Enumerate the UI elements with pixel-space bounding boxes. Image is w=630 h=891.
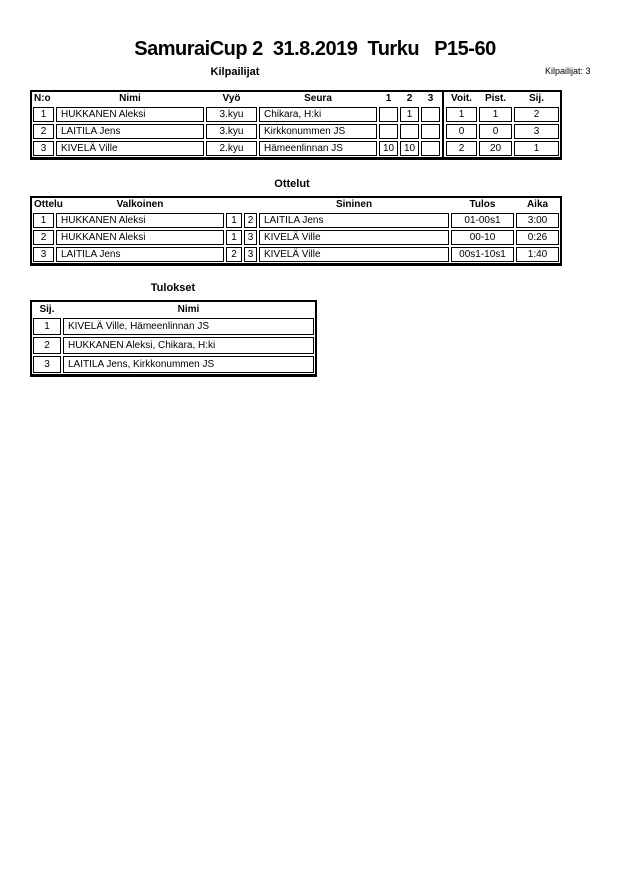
- table-cell: 2: [244, 213, 257, 228]
- table-cell: 2: [33, 230, 54, 245]
- table-cell: Kirkkonummen JS: [259, 124, 377, 139]
- column-header: 1: [385, 93, 392, 104]
- table-header-row: [33, 303, 314, 316]
- table-row: [33, 230, 559, 245]
- table-cell: KIVELÄ Ville: [259, 230, 449, 245]
- table-cell: LAITILA Jens: [56, 124, 204, 139]
- table-cell: 3: [244, 247, 257, 262]
- table-cell: HUKKANEN Aleksi: [56, 230, 224, 245]
- table-cell: 1: [479, 107, 512, 122]
- table-cell: [421, 124, 440, 139]
- section-title-kilpailijat: Kilpailijat: [210, 66, 260, 78]
- table-row: [33, 247, 559, 262]
- table-cell: 1: [33, 213, 54, 228]
- column-header: Ottelu: [34, 199, 63, 210]
- kilpailijat-table: [30, 90, 562, 160]
- table-cell: 3: [514, 124, 559, 139]
- table-row: [33, 141, 559, 156]
- table-header-row: [33, 93, 559, 105]
- table-cell: 2: [226, 247, 242, 262]
- table-cell: 00s1-10s1: [451, 247, 514, 262]
- table-cell: [400, 124, 419, 139]
- competitor-count-label: Kilpailijat: 3: [545, 66, 591, 76]
- column-header: Nimi: [177, 303, 200, 315]
- table-cell: KIVELÄ Ville, Hämeenlinnan JS: [63, 318, 314, 335]
- column-header: Valkoinen: [116, 199, 164, 210]
- ottelut-table: [30, 196, 562, 266]
- table-cell: KIVELÄ Ville: [259, 247, 449, 262]
- table-row: [33, 107, 559, 122]
- table-cell: 3.kyu: [206, 107, 257, 122]
- table-cell: LAITILA Jens: [56, 247, 224, 262]
- table-cell: HUKKANEN Aleksi: [56, 107, 204, 122]
- section-title-tulokset: Tulokset: [150, 282, 196, 294]
- table-cell: 0: [446, 124, 477, 139]
- column-header: Sij.: [39, 303, 55, 315]
- table-cell: KIVELÄ Ville: [56, 141, 204, 156]
- column-header: 3: [427, 93, 434, 104]
- table-cell: [379, 107, 398, 122]
- column-header: 2: [406, 93, 413, 104]
- column-header: N:o: [34, 93, 51, 104]
- table-thick-divider: [442, 92, 444, 157]
- table-cell: 1:40: [516, 247, 559, 262]
- column-header: Sij.: [528, 93, 544, 104]
- column-header: Nimi: [119, 93, 141, 104]
- table-cell: 00-10: [451, 230, 514, 245]
- table-cell: 0:26: [516, 230, 559, 245]
- table-cell: 2: [33, 337, 61, 354]
- table-cell: 10: [400, 141, 419, 156]
- column-header: Voit.: [451, 93, 472, 104]
- table-cell: HUKKANEN Aleksi: [56, 213, 224, 228]
- table-cell: [379, 124, 398, 139]
- table-cell: 1: [226, 230, 242, 245]
- section-title-ottelut: Ottelut: [274, 178, 310, 190]
- table-cell: 1: [446, 107, 477, 122]
- table-cell: 3: [33, 141, 54, 156]
- table-row: [33, 124, 559, 139]
- table-row: [33, 213, 559, 228]
- table-header-row: [33, 199, 559, 211]
- table-row: [33, 318, 314, 335]
- table-cell: 20: [479, 141, 512, 156]
- table-cell: [421, 141, 440, 156]
- table-cell: 1: [226, 213, 242, 228]
- table-cell: HUKKANEN Aleksi, Chikara, H:ki: [63, 337, 314, 354]
- table-row: [33, 337, 314, 354]
- table-cell: 1: [33, 107, 54, 122]
- column-header: Sininen: [335, 199, 373, 210]
- column-header: Aika: [526, 199, 549, 210]
- table-cell: 2: [446, 141, 477, 156]
- table-cell: 2: [514, 107, 559, 122]
- column-header: Vyö: [222, 93, 241, 104]
- table-cell: Hämeenlinnan JS: [259, 141, 377, 156]
- table-cell: 10: [379, 141, 398, 156]
- tulokset-table: [30, 300, 317, 377]
- column-header: Tulos: [469, 199, 496, 210]
- table-cell: Chikara, H:ki: [259, 107, 377, 122]
- table-cell: [421, 107, 440, 122]
- table-cell: 1: [33, 318, 61, 335]
- table-cell: 3: [33, 356, 61, 373]
- table-cell: 1: [400, 107, 419, 122]
- page-title: SamuraiCup 2 31.8.2019 Turku P15-60: [134, 38, 496, 60]
- table-cell: 3:00: [516, 213, 559, 228]
- table-cell: LAITILA Jens, Kirkkonummen JS: [63, 356, 314, 373]
- table-cell: LAITILA Jens: [259, 213, 449, 228]
- column-header: Seura: [304, 93, 332, 104]
- column-header: Pist.: [484, 93, 507, 104]
- column-header: [244, 199, 257, 211]
- table-cell: 01-00s1: [451, 213, 514, 228]
- table-cell: 3: [244, 230, 257, 245]
- table-cell: 3: [33, 247, 54, 262]
- table-cell: 0: [479, 124, 512, 139]
- column-header: [226, 199, 242, 211]
- table-cell: 2: [33, 124, 54, 139]
- table-cell: 3.kyu: [206, 124, 257, 139]
- table-cell: 2.kyu: [206, 141, 257, 156]
- table-cell: 1: [514, 141, 559, 156]
- table-row: [33, 356, 314, 373]
